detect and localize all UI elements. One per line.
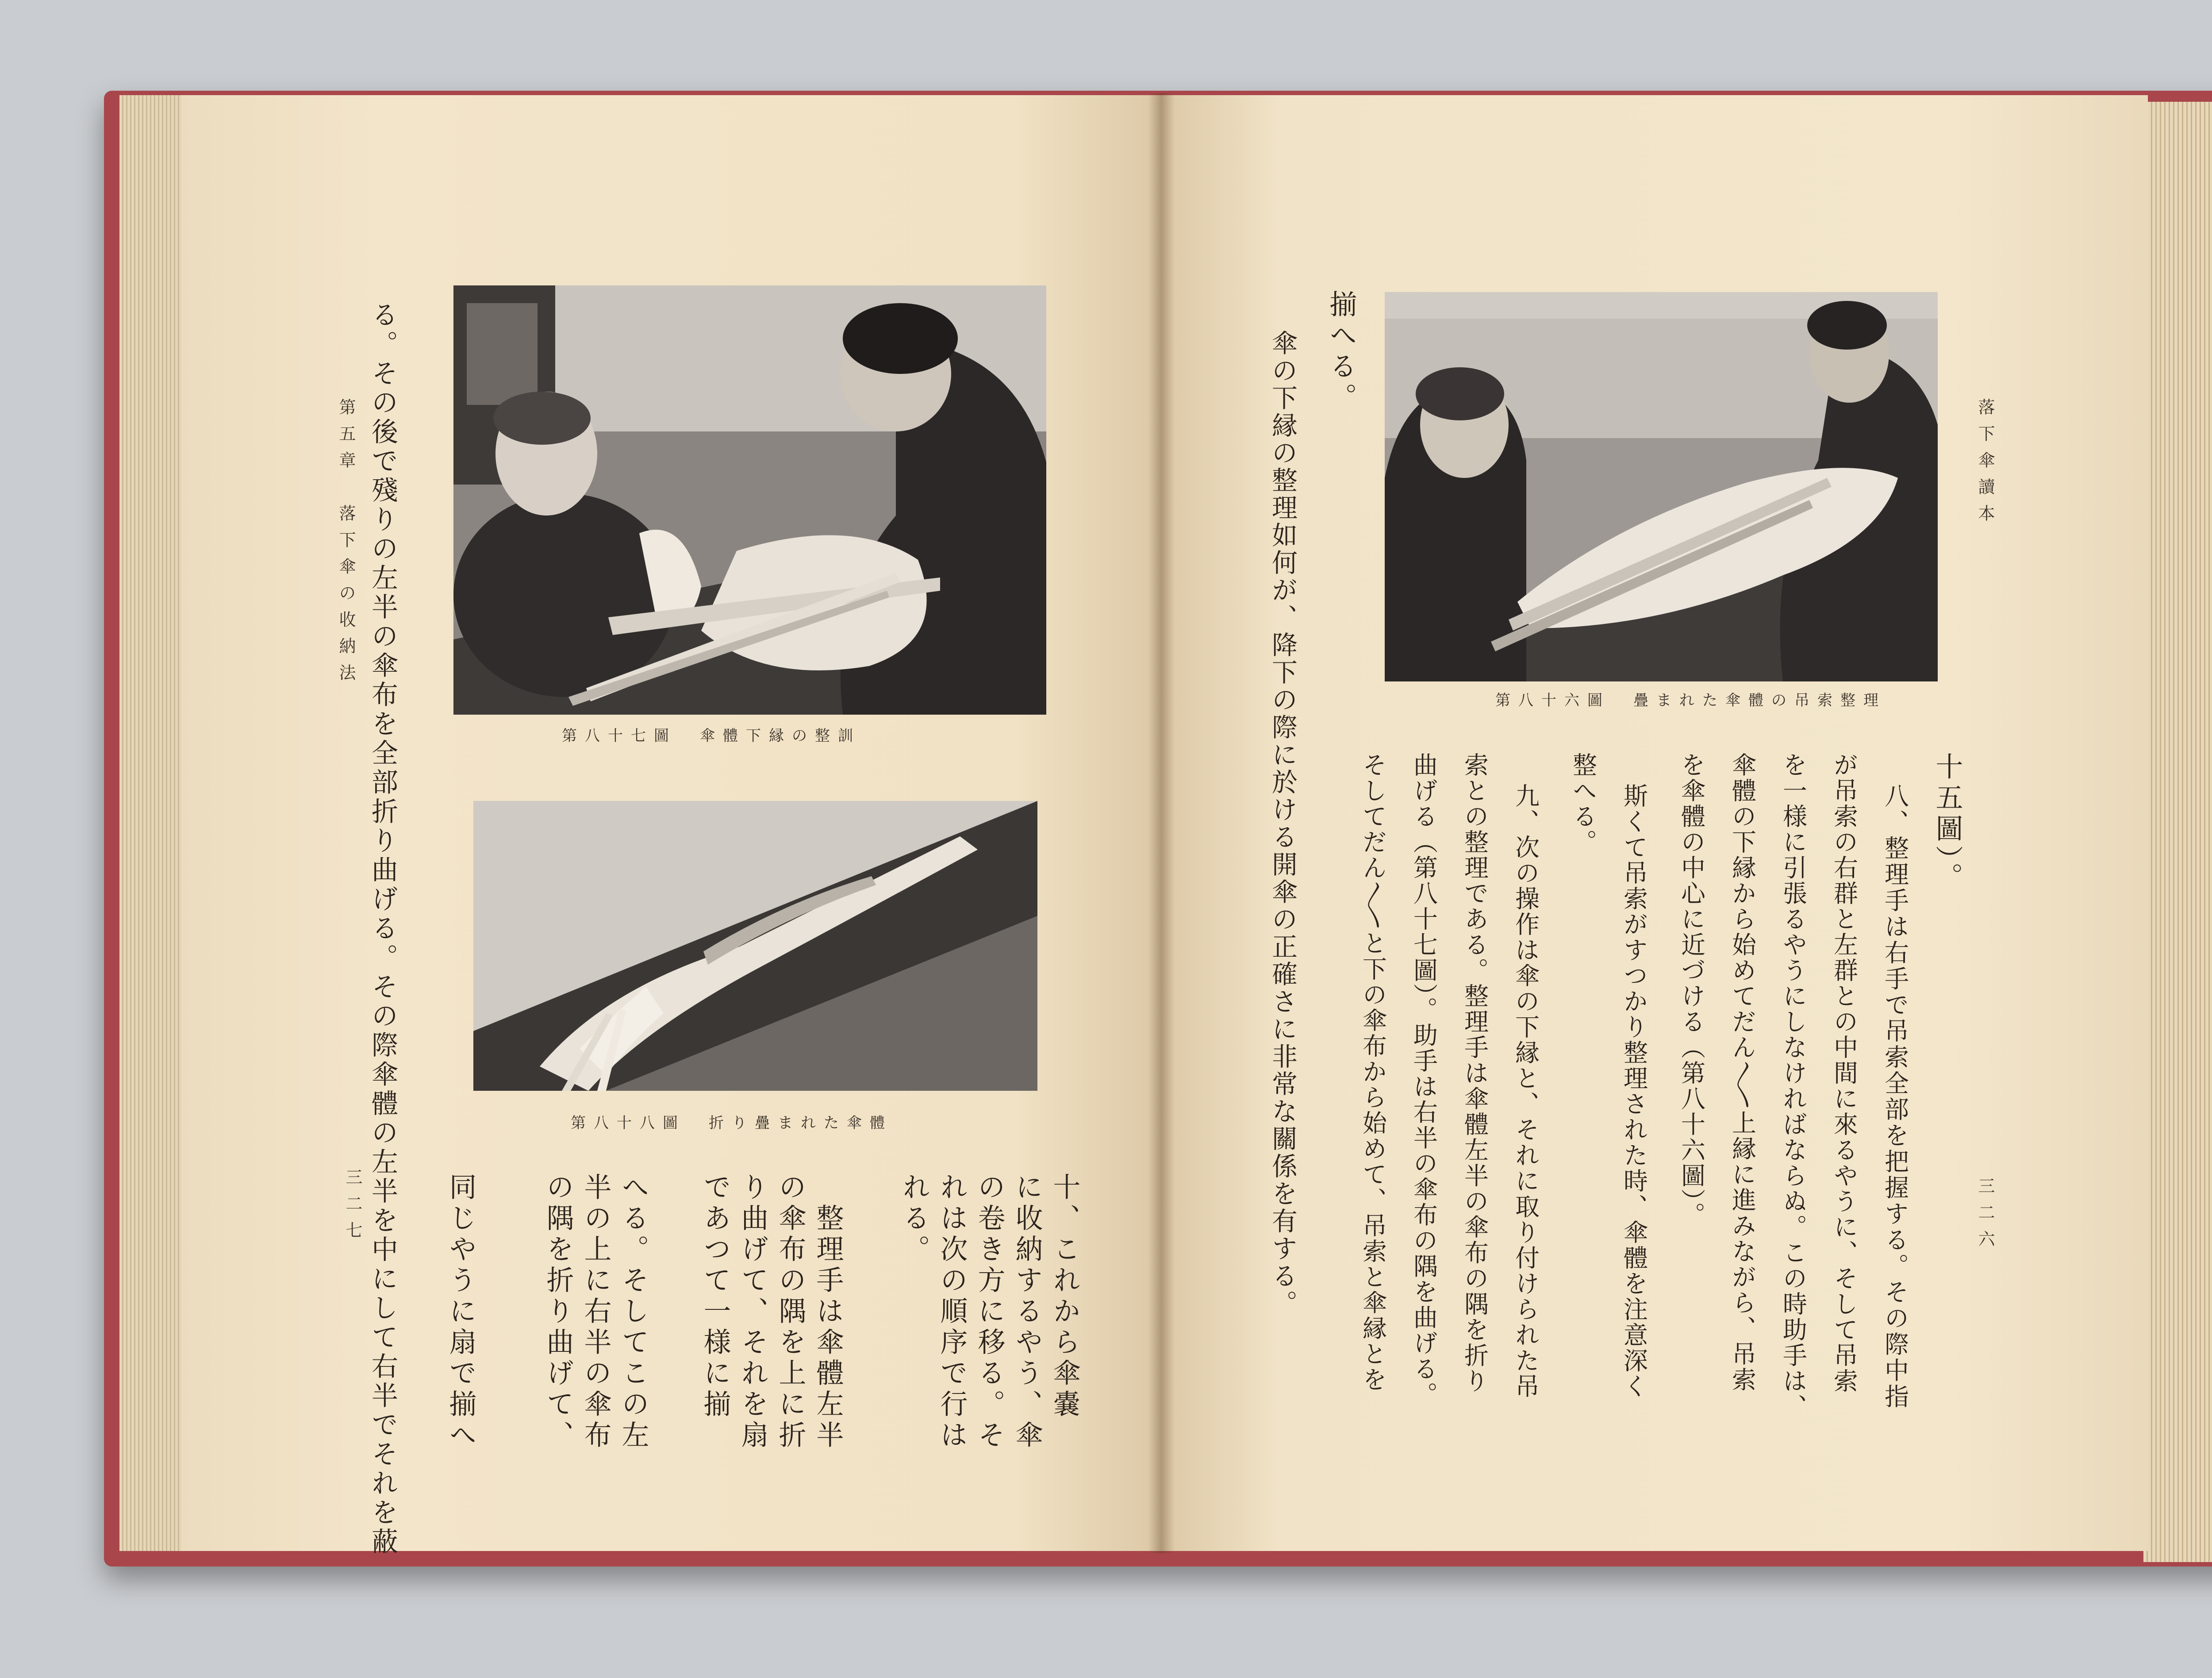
figure-88-caption: 第八十八圖 折り疊まれた傘體 [571,1114,893,1132]
left-text-line-3: に收納するやう、傘 [1011,1173,1043,1451]
right-text-line-8: 整へる。 [1569,752,1597,855]
right-page-number: 三二六 [1975,1177,1995,1257]
right-text-line-6: を傘體の中心に近づける（第八十六圖）。 [1677,752,1705,1228]
left-text-line-10: であつて一様に揃 [699,1173,731,1420]
left-text-line-7: 整理手は傘體左半 [812,1204,844,1451]
figure-86-photo [1385,292,1938,681]
left-running-head: 第五章 落下傘の收納法 [336,398,356,690]
book-gutter [1148,93,1175,1553]
right-page-edges [2143,102,2212,1562]
right-text-line-10: 索との整理である。整理手は傘體左半の傘布の隅を折り [1460,752,1489,1394]
figure-87-image [453,285,1046,715]
right-running-head: 落下傘讀本 [1975,398,1995,531]
figure-87-caption: 第八十七圖 傘體下縁の整訓 [562,727,861,745]
right-upper-line-2: 傘の下縁の整理如何が、降下の際に於ける開傘の正確さに非常な關係を有する。 [1267,330,1298,1317]
right-text-line-11: 曲げる（第八十七圖）。助手は右半の傘布の隅を曲げる。 [1409,752,1438,1408]
right-text-line-12: そしてだん〳〵と下の傘布から始めて、吊索と傘縁とを [1359,752,1387,1393]
figure-88-photo [473,801,1037,1091]
left-text-line-8: の傘布の隅を上に折 [774,1173,806,1451]
figure-88-image [473,801,1037,1091]
left-text-line-13: の隅を折り曲げて、 [542,1173,574,1451]
figure-87-photo [453,285,1046,715]
left-text-line-14: 同じやうに扇で揃へ [445,1173,477,1451]
right-text-line-5: 傘體の下縁から始めてだん〳〵上縁に進みながら、吊索 [1728,752,1756,1393]
left-text-line-1: る。その後で殘りの左半の傘布を全部折り曲げる。その際傘體の左半を中にして右半でそれを蔽 [367,301,398,1557]
figure-86-image [1385,292,1938,681]
left-text-line-6: れる。 [898,1173,930,1266]
right-text-line-9: 九、次の操作は傘の下縁と、それに取り付けられた吊 [1511,783,1540,1399]
right-text-line-7: 斯くて吊索がすつかり整理された時、傘體を注意深く [1620,783,1648,1399]
right-text-line-2: 八、整理手は右手で吊索全部を把握する。その際中指 [1881,783,1909,1410]
right-text-line-3: が吊索の右群と左群との中間に來るやうに、そして吊索 [1830,752,1858,1394]
left-text-line-11: へる。そしてこの左 [617,1173,649,1451]
right-text-line-1: 十五圖）。 [1931,752,1963,893]
right-text-line-4: を一様に引張るやうにしなければならぬ。この時助手は、 [1779,752,1807,1420]
right-upper-line-1: 揃へる。 [1325,290,1357,414]
left-text-line-9: り曲げて、それを扇 [737,1173,769,1451]
left-page-edges [119,95,186,1551]
left-text-line-2: 十、これから傘嚢 [1048,1173,1081,1420]
left-text-line-4: の卷き方に移る。そ [973,1173,1006,1451]
left-page-number: 三二七 [343,1168,362,1248]
left-text-line-5: れは次の順序で行は [936,1173,968,1451]
left-text-line-12: 半の上に右半の傘布 [580,1173,612,1451]
figure-86-caption: 第八十六圖 疊まれた傘體の吊索整理 [1495,692,1886,709]
